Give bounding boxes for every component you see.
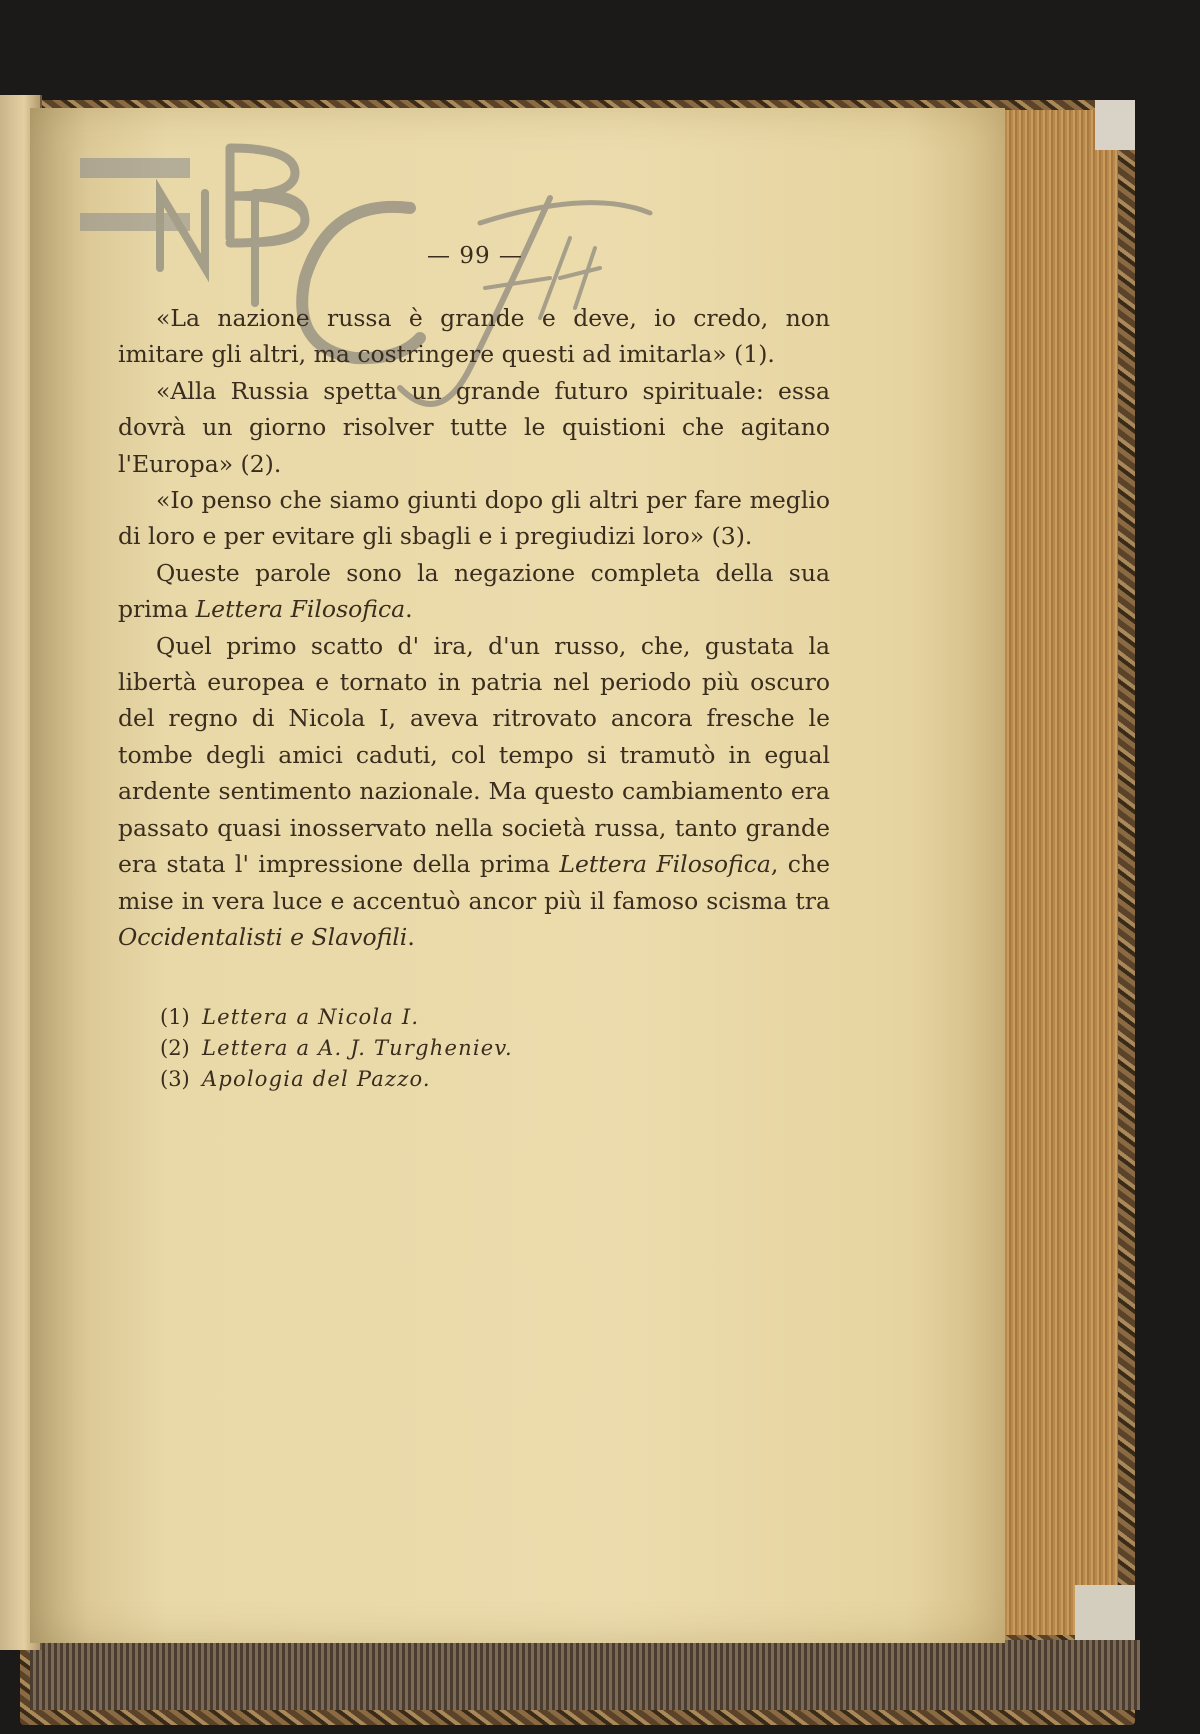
page-body (118, 300, 830, 955)
page-edges (990, 110, 1118, 1635)
footnote-text: Apologia del Pazzo. (202, 1067, 431, 1091)
paragraph-2: «Alla Russia spetta un grande futuro spirituale: essa dovrà un giorno risolver tutte le quistioni che agitano l'Europa» (2). (118, 376, 830, 478)
footnote-text: Lettera a Nicola I. (202, 1005, 420, 1029)
footnotes (160, 1002, 760, 1095)
paragraph-1: «La nazione russa è grande e deve, io credo, non imitare gli altri, ma costringere questi ad imitarla» (1). (118, 304, 830, 369)
paragraph-4 (118, 555, 830, 628)
paragraph-4-end: . (405, 595, 413, 624)
cover-corner-top (1095, 100, 1135, 150)
book-binding-cloth (30, 1640, 1140, 1710)
footnote-number: (3) (160, 1067, 190, 1091)
paragraph-5-text-2: , che mise in vera luce e accentuò ancor più il famoso scisma tra (118, 850, 830, 915)
footnote-number: (2) (160, 1036, 190, 1060)
paragraph-4-title: Lettera Filosofica (195, 595, 406, 624)
paragraph-5-title: Lettera Filosofica (559, 850, 771, 879)
footnote-number: (1) (160, 1005, 190, 1029)
paragraph-5-end: . (407, 922, 415, 951)
paragraph-5-text: Quel primo scatto d' ira, d'un russo, che, gustata la libertà europea e tornato in patria nel periodo più oscuro del regno di Nicola I, aveva ritrovato ancora fresche le tombe degli amici caduti, col tempo si tramutò in egual ardente sentimento nazionale. Ma questo cambiamento era passato quasi inosservato nella società russa, tanto grande era stata l' impressione della prima (118, 631, 830, 879)
paragraph-3: «Io penso che siamo giunti dopo gli altri per fare meglio di loro e per evitare gli sbagli e i pregiudizi loro» (3). (118, 486, 830, 551)
paragraph-5 (118, 628, 830, 956)
footnote-text: Lettera a A. J. Turgheniev. (202, 1036, 513, 1060)
paragraph-4-text: Queste parole sono la negazione completa della sua prima (118, 558, 830, 624)
cover-corner-bottom (1075, 1585, 1135, 1640)
footnote (160, 1064, 760, 1095)
footnote (160, 1033, 760, 1064)
footnote (160, 1002, 760, 1033)
page-number: — 99 — (427, 243, 523, 269)
paragraph-5-terms: Occidentalisti e Slavofili (118, 922, 408, 951)
